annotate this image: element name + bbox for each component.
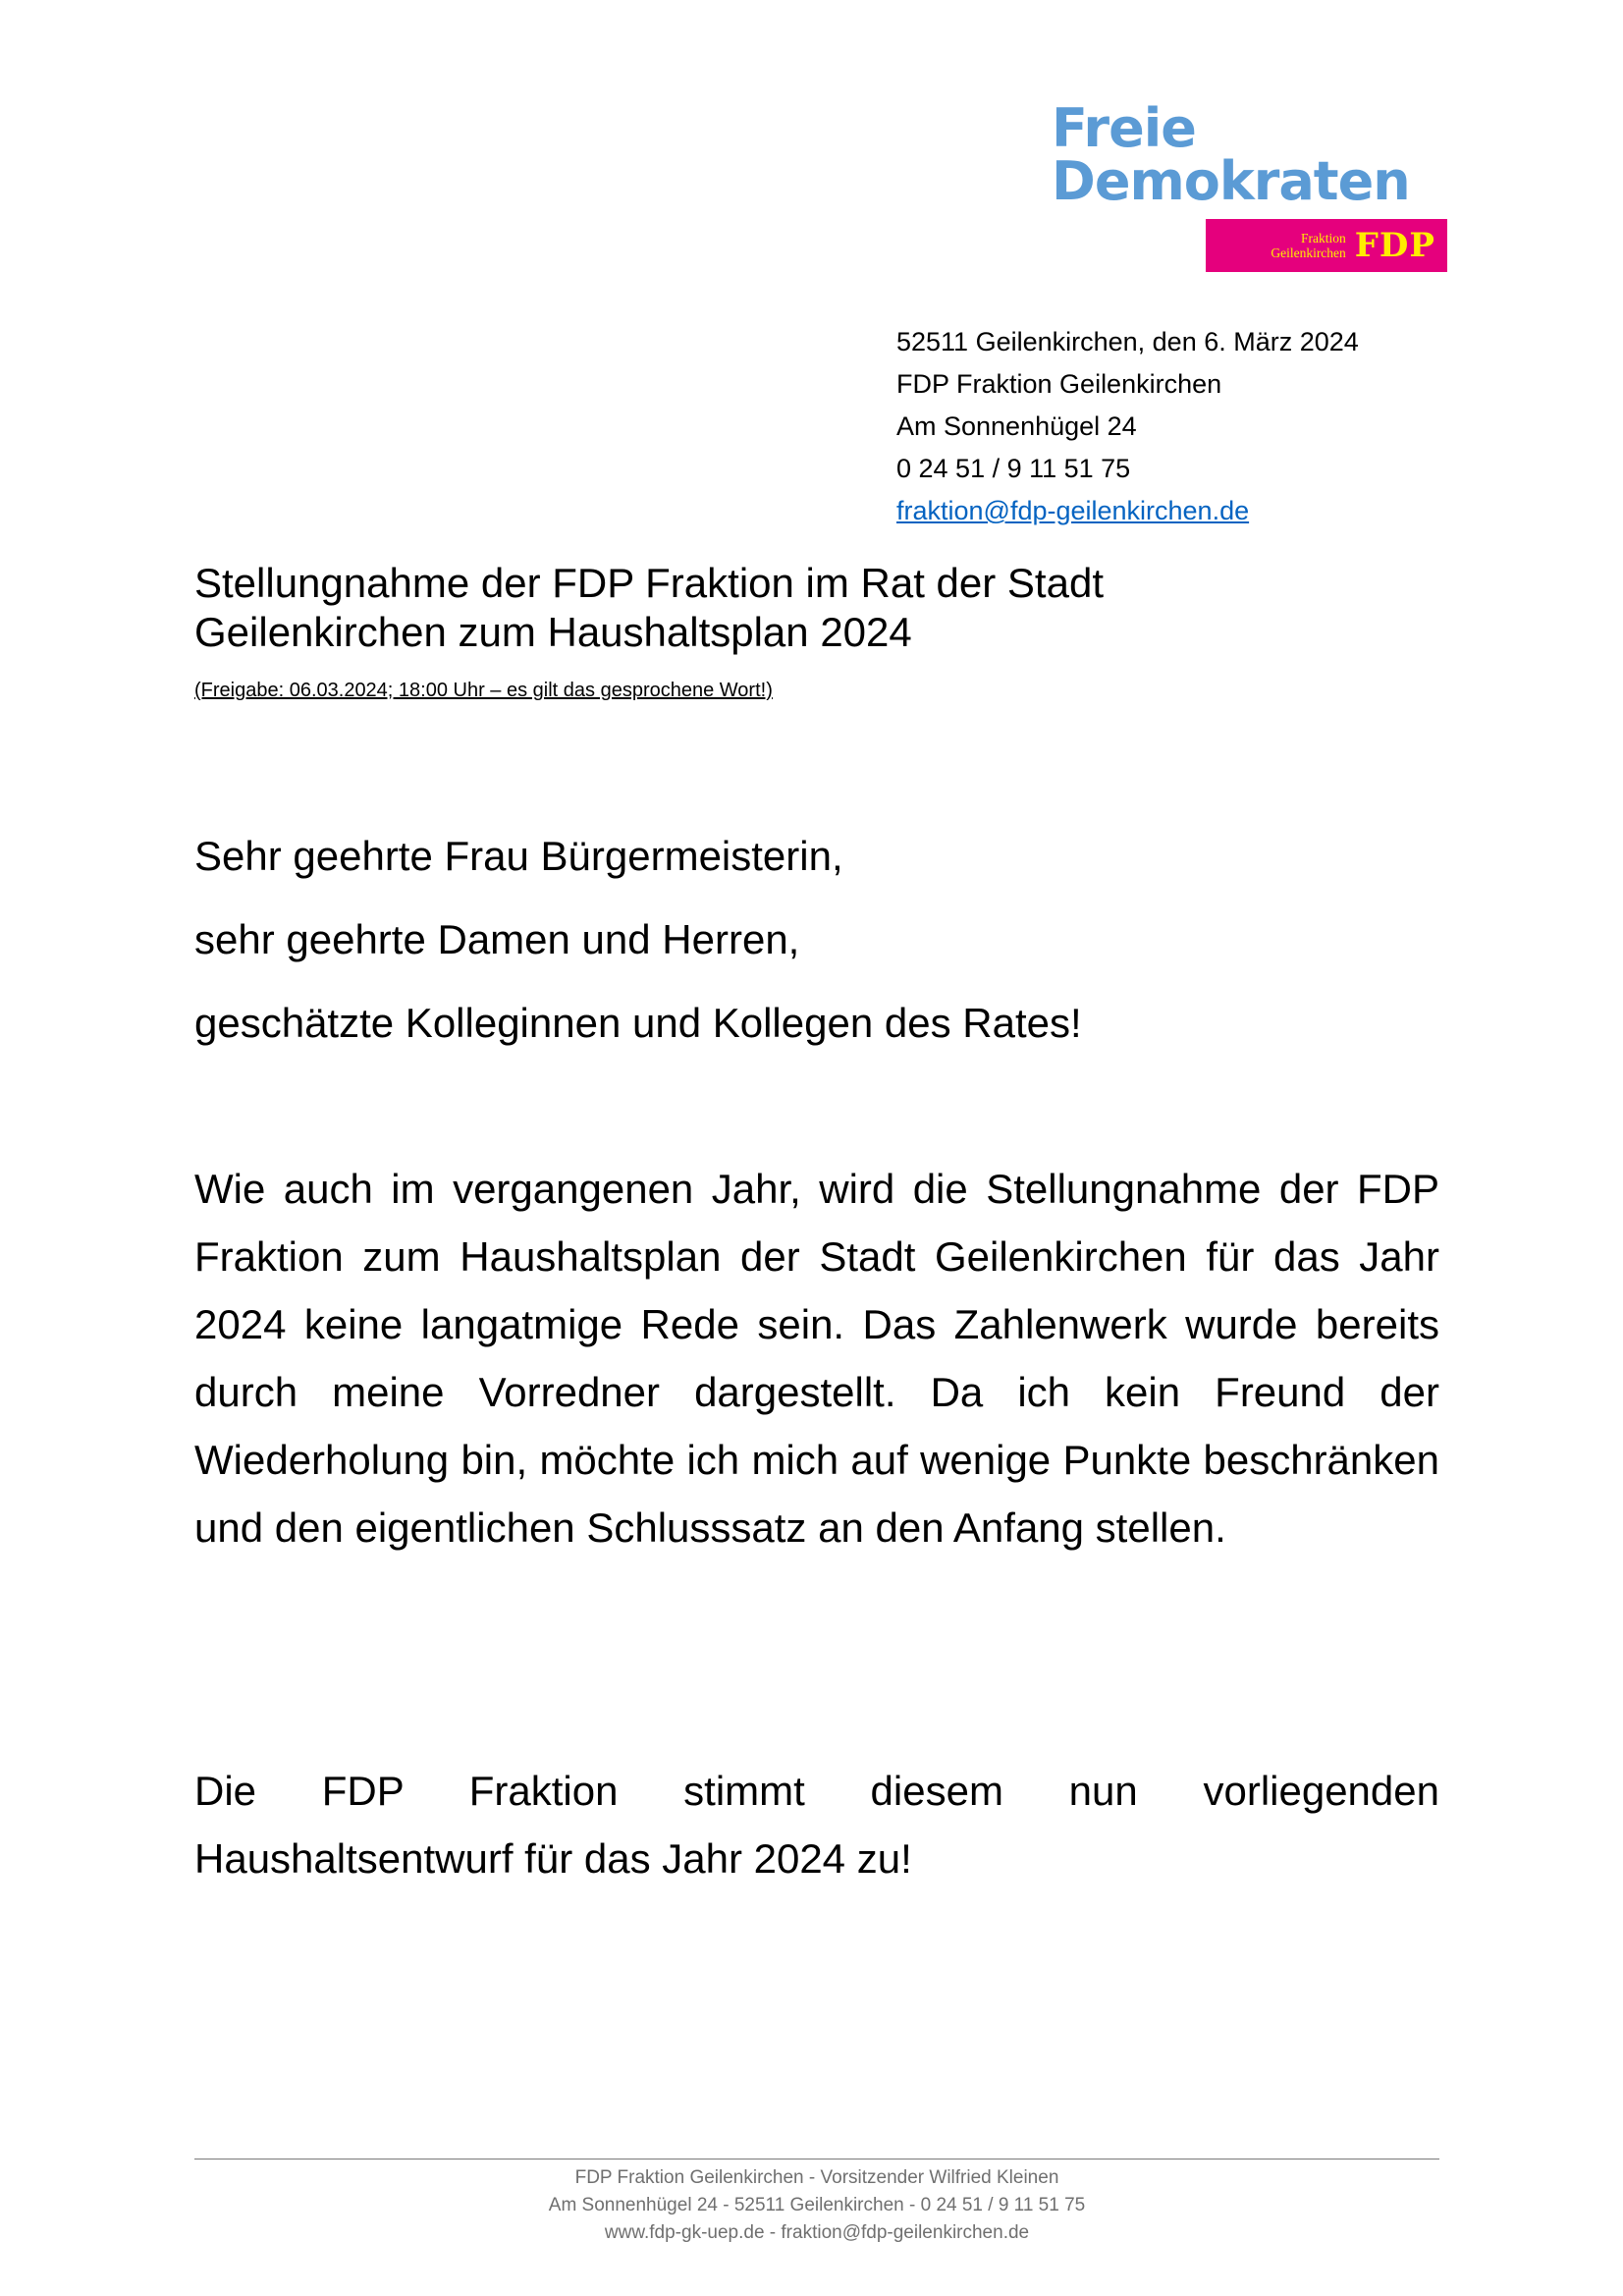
logo-badge-fraktion: Fraktion	[1301, 231, 1346, 246]
document-title	[194, 559, 1104, 657]
logo-badge-geilenkirchen: Geilenkirchen	[1271, 246, 1346, 260]
body-paragraph-approval: Die FDP Fraktion stimmt diesem nun vorliegenden Haushaltsentwurf für das Jahr 2024 zu!	[194, 1768, 1439, 1882]
body-paragraph-intro: Wie auch im vergangenen Jahr, wird die Stellungnahme der FDP Fraktion zum Haushaltsplan der Stadt Geilenkirchen für das Jahr 2024 keine langatmige Rede sein. Das Zahlenwerk wurde bereits durch meine Vorredner dargestellt. Da ich kein Freund der Wiederholung bin, möchte ich mich auf wenige Punkte beschränken und den eigentlichen Schlusssatz an den Anfang stellen.	[194, 1166, 1439, 1551]
sender-organization: FDP Fraktion Geilenkirchen	[896, 369, 1222, 399]
document-title-line-1: Stellungnahme der FDP Fraktion im Rat der Stadt	[194, 560, 1104, 606]
document-title-line-2: Geilenkirchen zum Haushaltsplan 2024	[194, 609, 912, 655]
footer-line-3: www.fdp-gk-uep.de - fraktion@fdp-geilenkirchen.de	[604, 2222, 1030, 2243]
logo-badge-subtitle	[1271, 231, 1345, 260]
salutation-line-1: Sehr geehrte Frau Bürgermeisterin,	[194, 833, 843, 879]
page-footer	[194, 2164, 1439, 2247]
salutation	[194, 814, 1082, 1065]
sender-phone: 0 24 51 / 9 11 51 75	[896, 454, 1131, 483]
fdp-logo	[1052, 97, 1448, 265]
release-note: (Freigabe: 06.03.2024; 18:00 Uhr – es gilt das gesprochene Wort!)	[194, 680, 773, 701]
sender-address-block	[896, 321, 1359, 532]
salutation-line-3: geschätzte Kolleginnen und Kollegen des Rates!	[194, 1000, 1082, 1046]
place-date: 52511 Geilenkirchen, den 6. März 2024	[896, 327, 1359, 356]
logo-line-demokraten: Demokraten	[1052, 150, 1410, 212]
salutation-line-2: sehr geehrte Damen und Herren,	[194, 916, 800, 962]
logo-badge-fdp: FDP	[1354, 226, 1435, 265]
logo-line-freie: Freie	[1052, 97, 1196, 159]
sender-email-link[interactable]: fraktion@fdp-geilenkirchen.de	[896, 496, 1250, 525]
footer-line-2: Am Sonnenhügel 24 - 52511 Geilenkirchen - 0 24 51 / 9 11 51 75	[548, 2195, 1086, 2215]
logo-badge	[1206, 219, 1447, 272]
sender-street: Am Sonnenhügel 24	[896, 411, 1137, 441]
footer-line-1: FDP Fraktion Geilenkirchen - Vorsitzender Wilfried Kleinen	[574, 2167, 1059, 2188]
